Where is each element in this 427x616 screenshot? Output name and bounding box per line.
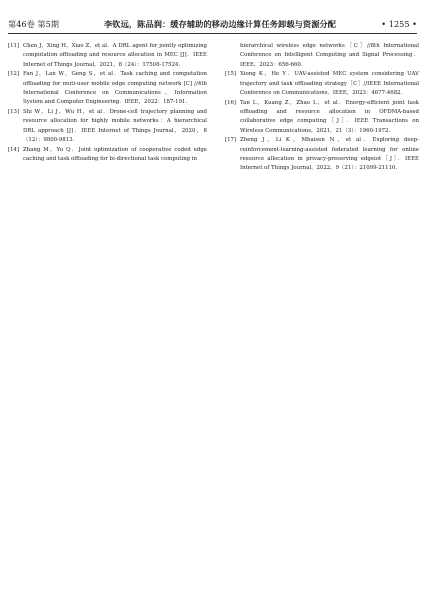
reference-number: [14] xyxy=(8,146,20,153)
reference-number: [17] xyxy=(225,137,237,144)
reference-item xyxy=(8,108,207,145)
reference-item xyxy=(8,70,207,107)
reference-number: [11] xyxy=(8,43,20,49)
reference-item xyxy=(8,146,207,165)
reference-text: Chen J，Xing H，Xiao Z，et al．A DRL agent for jointly optimizing computation offloading and resource allocation in MEC [J]．IEEE Internet of Things Journal，2021，8（24）：17508-17524. xyxy=(23,43,207,68)
reference-text: Xiong K，He Y．UAV-assisted MEC system considering UAV trajectory and task offloading strategy［C］//IEEE International Conference on Communications．IEEE，2023：4677-4682. xyxy=(240,71,419,96)
page-number: • 1255 • xyxy=(381,19,417,29)
reference-text: Fan J，Lan W，Geng S，et al．Task caching and computation offloading for muti-user mobile edge computing network [C] //4th International Conference on Communications，Information System and Computer Engineering．IEEE，2022：187-191. xyxy=(23,71,207,106)
reference-text: Zhang M，Yu Q．Joint optimization of cooperative coded edge caching and task offloading for bi-directional task computing in xyxy=(23,146,207,163)
reference-item xyxy=(225,70,419,98)
reference-text: hierarchical wireless edge networks［C］//8th International Conference on Intelligent Computing and Signal Processing．IEEE，2023：656-660. xyxy=(240,43,419,68)
references-right-column xyxy=(225,42,419,174)
reference-number: [13] xyxy=(8,109,20,116)
reference-item-continued xyxy=(225,42,419,70)
reference-number: [16] xyxy=(225,99,237,106)
volume-issue: 第46卷 第5期 xyxy=(8,19,59,29)
header-rule xyxy=(8,33,417,34)
reference-text: Shi W，Li J，Wu H，et al．Drone-cell trajectory planning and resource allocation for highly mobile networks：A hierarchical DRL approach [J]．IEEE Internet of Things Journal，2020，8（12）：9800-9813. xyxy=(23,109,207,143)
reference-number: [12] xyxy=(8,71,20,78)
reference-item xyxy=(225,99,419,136)
reference-number: [15] xyxy=(225,71,237,78)
reference-text: Zheng J，Li K，Mhaisen N，et al．Exploring deep-reinforcement-learning-assisted federated learning for online resource allocation in privacy-preserving edgeiot［J］．IEEE Internet of Things Journal，2022，9（21）：21099-21110. xyxy=(240,137,419,172)
reference-text: Tan L，Kuang Z，Zhao L，et al．Energy-efficient joint task offloading and resource allocation in OFDMA-based collaborative edge computing［J］．IEEE Transactions on Wireless Communications，2021，21（3）：1960-1972. xyxy=(240,99,419,134)
reference-item xyxy=(225,136,419,173)
running-header xyxy=(8,17,417,31)
references-left-column xyxy=(8,42,207,165)
running-title: 李钦远，陈品润：缓存辅助的移动边缘计算任务卸载与资源分配 xyxy=(104,19,337,29)
reference-item xyxy=(8,42,207,70)
